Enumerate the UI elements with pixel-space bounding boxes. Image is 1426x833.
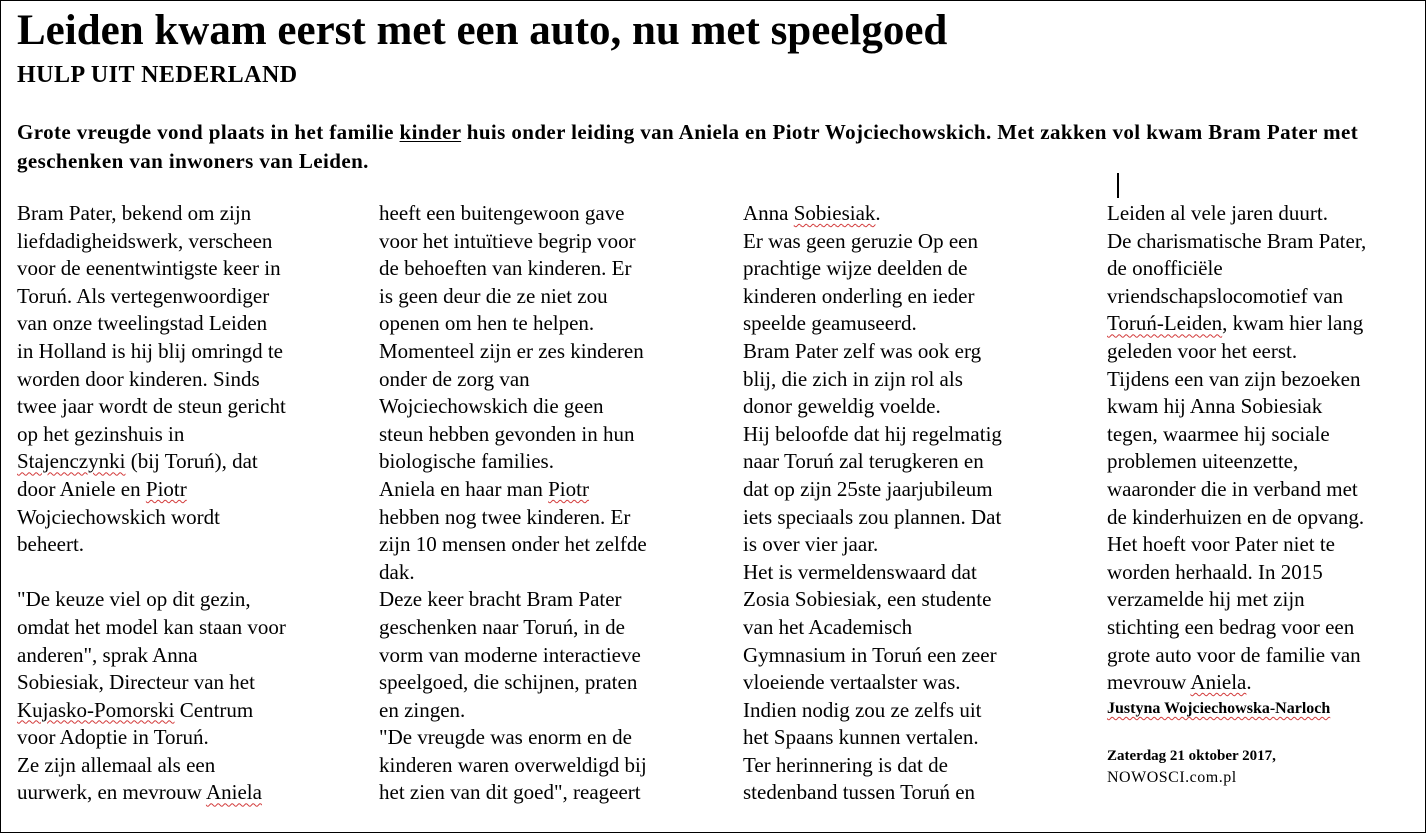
text-line	[17, 559, 347, 587]
text-line	[743, 476, 1073, 504]
text-line	[743, 393, 1073, 421]
publication-date: Zaterdag 21 oktober 2017,	[1107, 748, 1276, 764]
flagged-word: Kujasko-Pomorski	[17, 697, 175, 722]
text-line	[17, 421, 347, 449]
text-segment: Wojciechowskich die geen	[379, 394, 604, 419]
text-line	[379, 531, 709, 559]
text-line	[379, 614, 709, 642]
text-segment: Het is vermeldenswaard dat	[743, 559, 977, 584]
text-segment: Toruń. Als vertegenwoordiger	[17, 283, 270, 308]
text-line	[17, 779, 347, 807]
flagged-word: Stajenczynki	[17, 449, 126, 474]
text-segment: Sobiesiak, Directeur van het	[17, 670, 255, 695]
text-line	[17, 669, 347, 697]
text-segment: is over vier jaar.	[743, 532, 879, 557]
text-line	[1107, 366, 1419, 394]
publication-source: NOWOSCI.com.pl	[1107, 769, 1237, 786]
text-line	[17, 310, 347, 338]
text-segment: in Holland is hij blij omringd te	[17, 338, 283, 363]
flagged-word: Aniela	[1190, 670, 1247, 695]
text-line	[743, 531, 1073, 559]
text-line	[379, 697, 709, 725]
text-segment: heeft een buitengewoon gave	[379, 201, 625, 225]
text-line	[743, 228, 1073, 256]
text-segment: anderen", sprak Anna	[17, 642, 198, 667]
text-line	[17, 228, 347, 256]
text-line	[17, 504, 347, 532]
text-line	[743, 255, 1073, 283]
text-segment: Bram Pater zelf was ook erg	[743, 338, 982, 363]
text-segment: Deze keer bracht Bram Pater	[379, 587, 622, 612]
text-line	[1107, 448, 1419, 476]
text-segment: hebben nog twee kinderen. Er	[379, 504, 631, 529]
lead-text-1: Grote vreugde vond plaats in het familie	[17, 120, 400, 144]
text-line	[743, 724, 1073, 752]
text-line	[1107, 504, 1419, 532]
text-segment: De charismatische Bram Pater,	[1107, 228, 1367, 253]
text-line	[379, 752, 709, 780]
text-segment: twee jaar wordt de steun gericht	[17, 394, 286, 419]
article-column-4	[1107, 200, 1419, 697]
article-column-1	[17, 200, 347, 807]
text-line	[17, 752, 347, 780]
text-segment: stichting een bedrag voor een	[1107, 614, 1355, 639]
text-line	[743, 697, 1073, 725]
text-segment: worden herhaald. In 2015	[1107, 559, 1323, 584]
text-segment: door Aniele en	[17, 476, 146, 501]
text-segment: .	[875, 201, 881, 225]
text-segment: iets speciaals zou plannen. Dat	[743, 504, 1002, 529]
text-line	[743, 200, 1073, 228]
text-line	[17, 724, 347, 752]
text-segment: de behoeften van kinderen. Er	[379, 256, 632, 281]
text-segment: stedenband tussen Toruń en	[743, 780, 976, 805]
flagged-word: Piotr	[145, 476, 187, 501]
text-line	[1107, 642, 1419, 670]
text-segment: grote auto voor de familie van	[1107, 642, 1361, 667]
text-segment: Momenteel zijn er zes kinderen	[379, 338, 644, 363]
text-line	[743, 448, 1073, 476]
text-line	[743, 752, 1073, 780]
text-segment: Het hoeft voor Pater niet te	[1107, 532, 1336, 557]
text-line	[743, 504, 1073, 532]
text-line	[743, 366, 1073, 394]
text-line	[743, 614, 1073, 642]
text-line	[379, 366, 709, 394]
text-segment: Centrum	[174, 697, 254, 722]
author-text: Justyna Wojciechowska-Narloch	[1107, 700, 1331, 717]
text-line	[1107, 200, 1419, 228]
text-line	[17, 614, 347, 642]
text-segment: Bram Pater, bekend om zijn	[17, 201, 252, 225]
text-line	[379, 586, 709, 614]
text-segment: Ter herinnering is dat de	[743, 752, 948, 777]
text-segment: donor geweldig voelde.	[743, 394, 941, 419]
article-column-3	[743, 200, 1073, 807]
text-segment: Ze zijn allemaal als een	[17, 752, 216, 777]
text-line	[743, 586, 1073, 614]
text-segment: liefdadigheidswerk, verscheen	[17, 228, 273, 253]
text-segment: onder de zorg van	[379, 366, 530, 391]
text-segment: waaronder die in verband met	[1107, 476, 1358, 501]
text-segment: Anna	[743, 201, 794, 225]
text-segment: kinderen waren overweldigd bij	[379, 752, 647, 777]
text-segment: kwam hij Anna Sobiesiak	[1107, 394, 1323, 419]
text-segment: op het gezinshuis in	[17, 421, 185, 446]
flagged-word: Piotr	[548, 476, 589, 501]
text-line	[1107, 586, 1419, 614]
text-segment: voor Adoptie in Toruń.	[17, 725, 209, 750]
text-line	[1107, 228, 1419, 256]
text-line	[17, 476, 347, 504]
text-line	[379, 338, 709, 366]
text-segment: openen om hen te helpen.	[379, 311, 595, 336]
text-segment: geleden voor het eerst.	[1107, 338, 1298, 363]
text-line	[1107, 255, 1419, 283]
text-segment: is geen deur die ze niet zou	[379, 283, 608, 308]
text-segment: Leiden al vele jaren duurt.	[1107, 201, 1328, 225]
text-segment: Hij beloofde dat hij regelmatig	[743, 421, 1002, 446]
text-line	[1107, 614, 1419, 642]
text-segment: Aniela en haar man	[379, 476, 549, 501]
text-line	[379, 504, 709, 532]
text-segment: zijn 10 mensen onder het zelfde	[379, 532, 647, 557]
text-segment: (bij Toruń), dat	[125, 449, 258, 474]
lead-paragraph	[17, 118, 1402, 175]
text-segment: vloeiende vertaalster was.	[743, 670, 961, 695]
text-segment: Er was geen geruzie Op een	[743, 228, 978, 253]
text-line	[17, 255, 347, 283]
text-segment: van onze tweelingstad Leiden	[17, 311, 268, 336]
text-segment: tegen, waarmee hij sociale	[1107, 421, 1330, 446]
text-line	[17, 393, 347, 421]
text-line	[743, 779, 1073, 807]
text-line	[17, 697, 347, 725]
text-line	[17, 642, 347, 670]
text-line	[743, 669, 1073, 697]
text-line	[17, 338, 347, 366]
text-line	[379, 200, 709, 228]
text-segment: uurwerk, en mevrouw	[17, 780, 206, 805]
text-segment: en zingen.	[379, 697, 466, 722]
text-line	[743, 338, 1073, 366]
text-line	[379, 448, 709, 476]
text-segment: voor de eenentwintigste keer in	[17, 256, 281, 281]
text-line	[379, 255, 709, 283]
text-line	[1107, 310, 1419, 338]
text-segment: problemen uiteenzette,	[1107, 449, 1299, 474]
text-segment: naar Toruń zal terugkeren en	[743, 449, 984, 474]
text-segment: speelde geamuseerd.	[743, 311, 917, 336]
text-line	[379, 476, 709, 504]
text-segment: , kwam hier lang	[1222, 311, 1364, 336]
text-segment: blij, die zich in zijn rol als	[743, 366, 963, 391]
lead-text-2: huis onder leiding van Aniela en Piotr Wojciechowskich. Met zakken vol kwam Bram Pater met geschenken van inwoners van Leiden.	[17, 120, 1359, 173]
text-segment: steun hebben gevonden in hun	[379, 421, 635, 446]
text-segment: biologische families.	[379, 449, 554, 474]
text-segment: Gymnasium in Toruń een zeer	[743, 642, 997, 667]
text-line	[17, 448, 347, 476]
text-line	[17, 531, 347, 559]
text-segment: de onofficiële	[1107, 256, 1223, 281]
text-line	[379, 779, 709, 807]
text-segment: speelgoed, die schijnen, praten	[379, 670, 638, 695]
text-line	[379, 393, 709, 421]
text-segment: geschenken naar Toruń, in de	[379, 614, 625, 639]
text-line	[1107, 476, 1419, 504]
text-line	[743, 559, 1073, 587]
text-cursor	[1117, 173, 1119, 198]
text-segment: dat op zijn 25ste jaarjubileum	[743, 476, 993, 501]
text-line	[1107, 669, 1419, 697]
text-segment: verzamelde hij met zijn	[1107, 587, 1305, 612]
text-segment: vorm van moderne interactieve	[379, 642, 641, 667]
text-line	[379, 669, 709, 697]
author-name	[1107, 698, 1330, 720]
text-line	[743, 310, 1073, 338]
text-line	[743, 642, 1073, 670]
text-line	[379, 228, 709, 256]
article-column-2	[379, 200, 709, 807]
headline: Leiden kwam eerst met een auto, nu met speelgoed	[17, 7, 948, 54]
text-line	[379, 642, 709, 670]
text-line	[17, 283, 347, 311]
text-line	[1107, 421, 1419, 449]
text-line	[1107, 559, 1419, 587]
text-segment: voor het intuïtieve begrip voor	[379, 228, 636, 253]
text-segment: het Spaans kunnen vertalen.	[743, 725, 979, 750]
flagged-word: Aniela	[205, 780, 262, 805]
text-line	[379, 283, 709, 311]
text-segment: .	[1246, 670, 1252, 695]
text-segment: de kinderhuizen en de opvang.	[1107, 504, 1365, 529]
text-line	[379, 559, 709, 587]
text-segment: Zosia Sobiesiak, een studente	[743, 587, 992, 612]
text-line	[17, 200, 347, 228]
text-line	[743, 421, 1073, 449]
text-segment: worden door kinderen. Sinds	[17, 366, 260, 391]
text-segment: prachtige wijze deelden de	[743, 256, 968, 281]
text-line	[379, 310, 709, 338]
text-line	[17, 366, 347, 394]
text-line	[379, 421, 709, 449]
text-segment: dak.	[379, 559, 415, 584]
text-segment: "De vreugde was enorm en de	[379, 725, 632, 750]
text-line	[17, 586, 347, 614]
text-segment: Indien nodig zou ze zelfs uit	[743, 697, 982, 722]
text-segment: Tijdens een van zijn bezoeken	[1107, 366, 1361, 391]
text-segment: Wojciechowskich wordt	[17, 504, 221, 529]
text-segment: omdat het model kan staan voor	[17, 614, 286, 639]
flagged-word: Sobiesiak	[793, 201, 876, 225]
text-segment: van het Academisch	[743, 614, 913, 639]
text-segment: kinderen onderling en ieder	[743, 283, 975, 308]
text-line	[1107, 283, 1419, 311]
lead-underlined-word: kinder	[399, 120, 462, 144]
text-segment: beheert.	[17, 532, 85, 557]
text-line	[1107, 531, 1419, 559]
text-segment: vriendschapslocomotief van	[1107, 283, 1344, 308]
flagged-word: Toruń-Leiden	[1107, 311, 1223, 336]
text-segment: "De keuze viel op dit gezin,	[17, 587, 251, 612]
text-line	[1107, 393, 1419, 421]
text-segment: het zien van dit goed", reageert	[379, 780, 641, 805]
text-line	[743, 283, 1073, 311]
text-segment: mevrouw	[1107, 670, 1191, 695]
text-line	[379, 724, 709, 752]
text-line	[1107, 338, 1419, 366]
kicker: HULP UIT NEDERLAND	[17, 62, 298, 88]
